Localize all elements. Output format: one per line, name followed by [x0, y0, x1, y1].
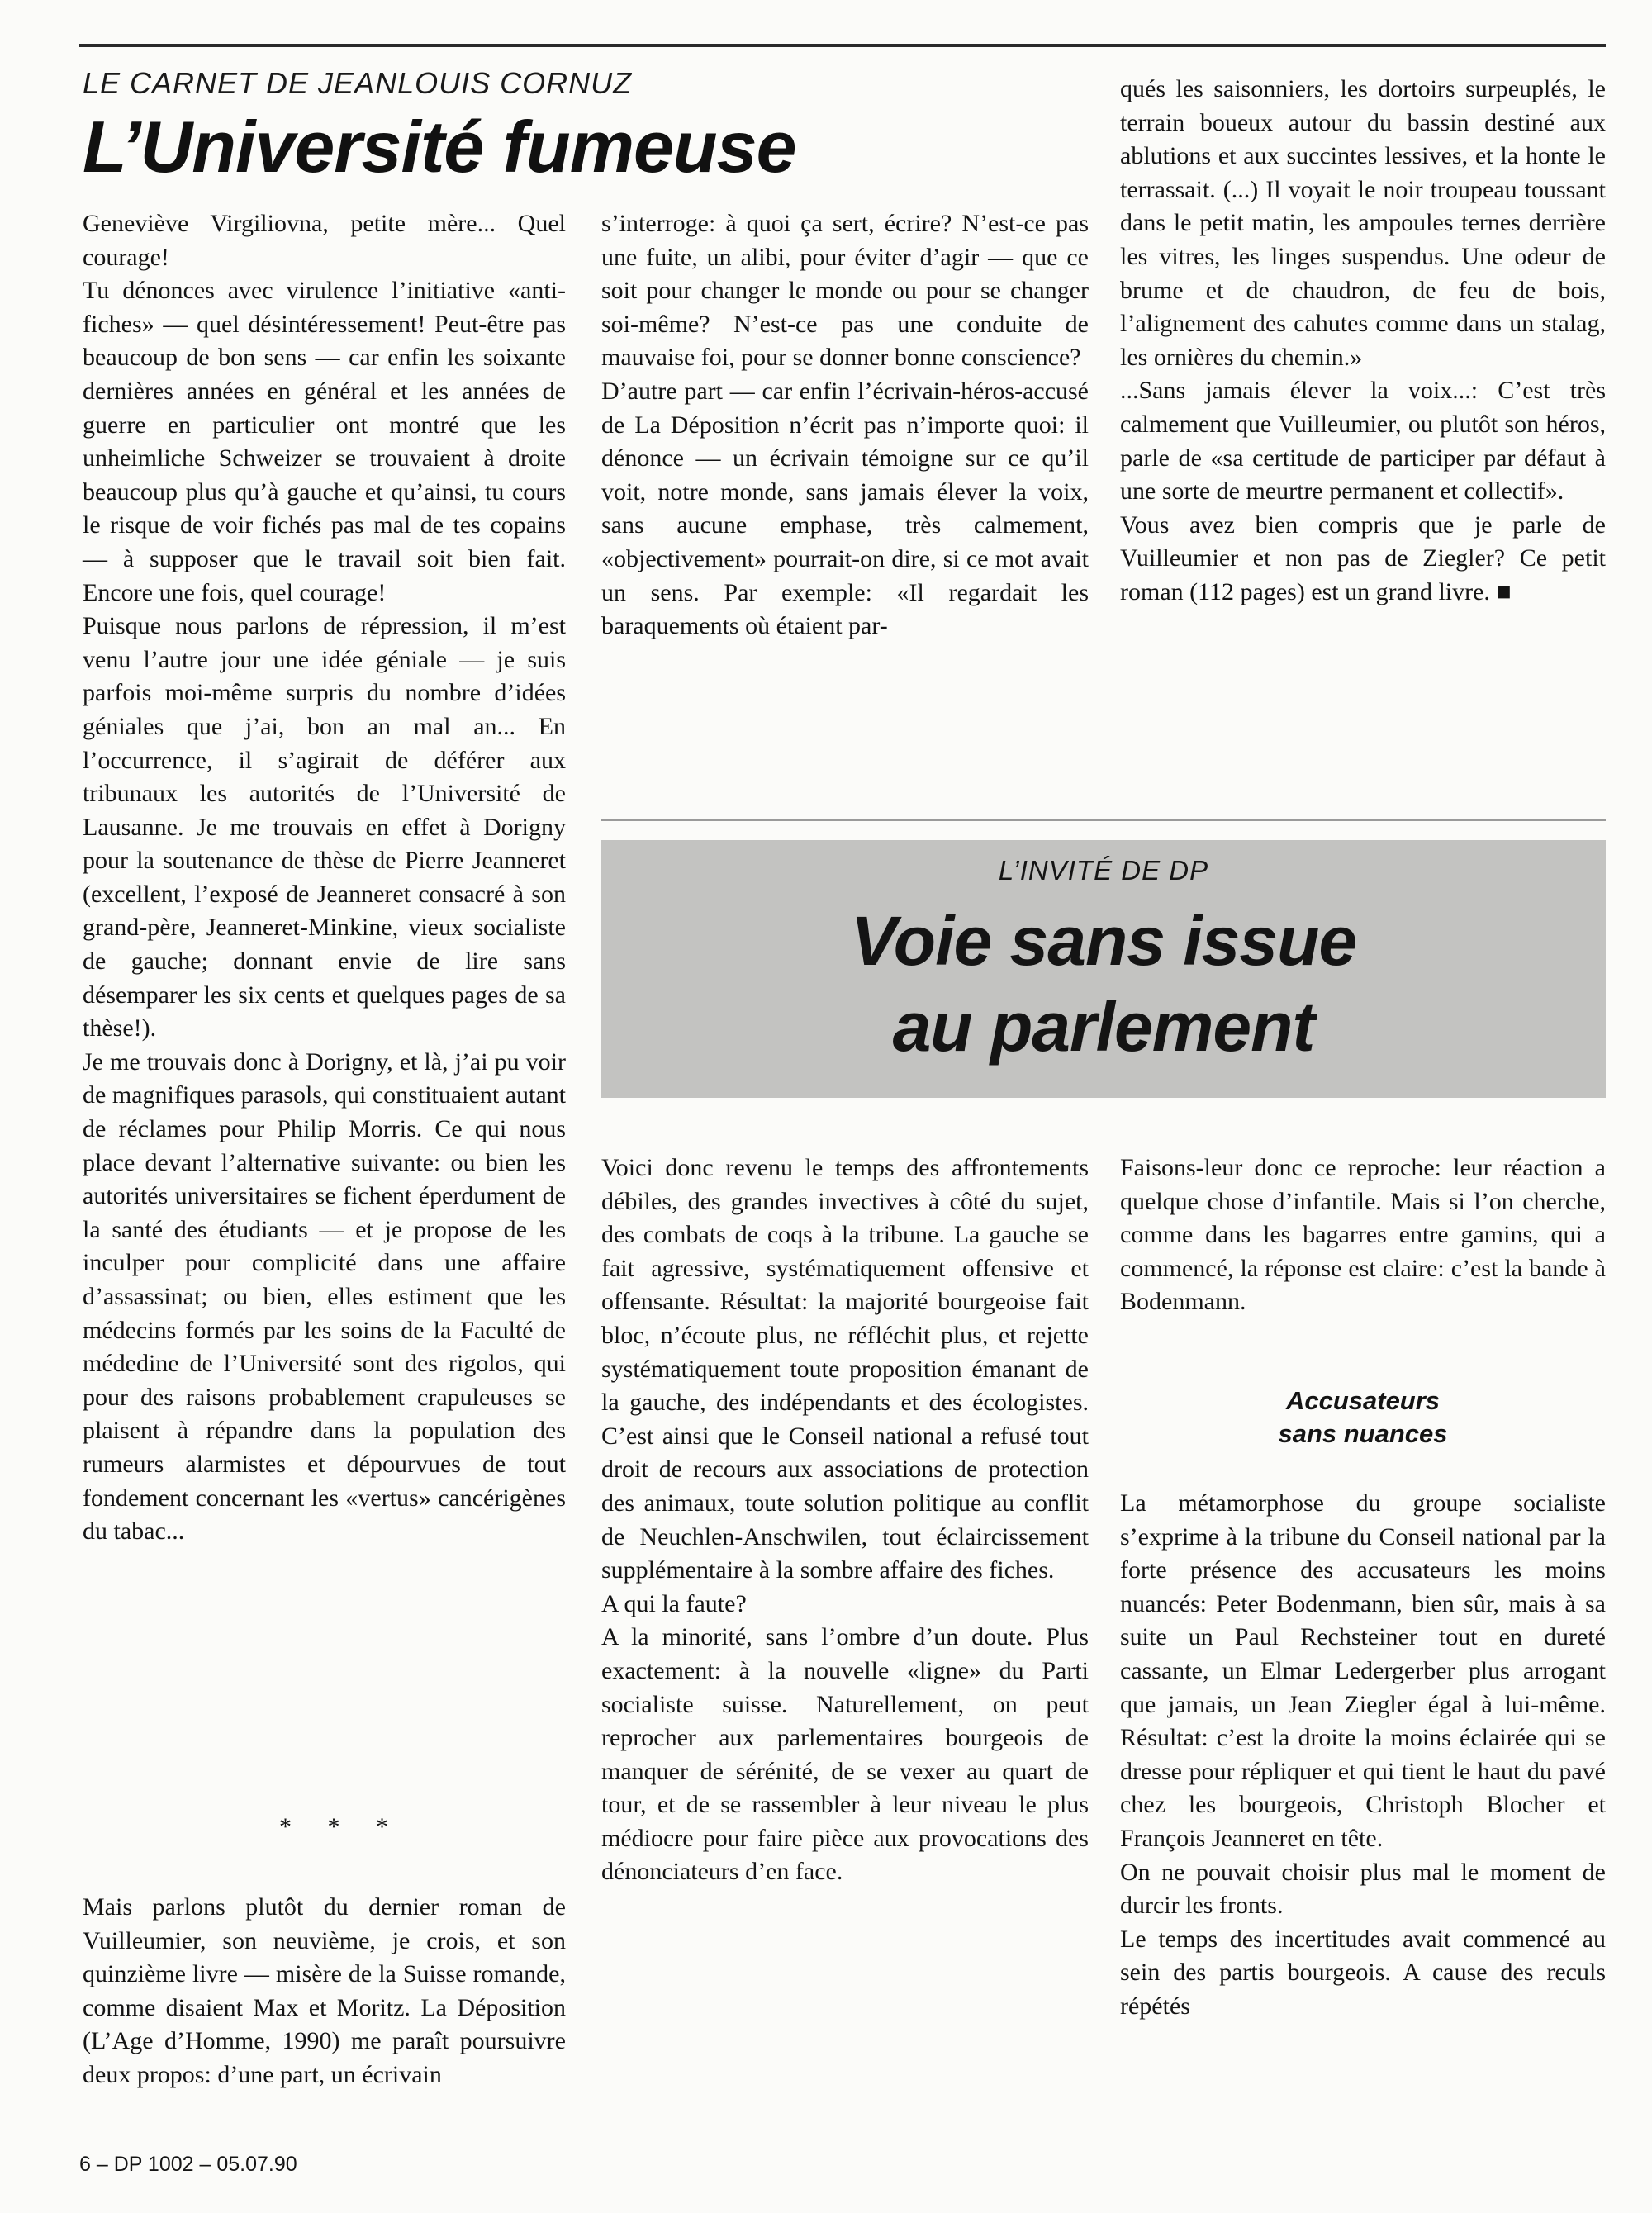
top-rule	[79, 44, 1606, 47]
paragraph: Faisons-leur donc ce reproche: leur réaction a quelque chose d’infantile. Mais si l’on cherche, comme dans les bagarres entre gamins, qui a commencé, la réponse est claire: c’est la bande à Bodenmann.	[1120, 1154, 1606, 1316]
guest-kicker: L’INVITÉ DE DP	[998, 855, 1209, 886]
invite-column-3a	[1120, 1152, 1606, 1319]
paragraph: La métamorphose du groupe socialiste s’exprime à la tribune du Conseil national par la forte présence des accusateurs les moins nuancés: Peter Bodenmann, bien sûr, mais à sa suite un Paul Rechsteiner tout en dureté cassante, un Elmar Ledergerber plus arrogant que jamais, un Jean Ziegler égal à lui-même. Résultat: c’est la droite la moins éclairée qui se dresse pour répliquer et qui tient le haut du pavé chez les bourgeois, Christoph Blocher et François Jeanneret en tête.	[1120, 1489, 1606, 1852]
page-footer: 6 – DP 1002 – 05.07.90	[79, 2153, 297, 2176]
paragraph: qués les saisonniers, les dortoirs surpeuplés, le terrain boueux autour du bassin destiné aux ablutions et aux succintes lessives, et la honte le terrassait. (...) Il voyait le noir troupeau toussant dans le petit matin, les ampoules ternes derrière les vitres, les linges suspendus. Une odeur de brume et de chaudron, de feu de bois, l’alignement des cahutes comme dans un stalag, les ornières du chemin.»	[1120, 75, 1606, 371]
invite-column-2	[601, 1152, 1089, 1889]
paragraph: Voici donc revenu le temps des affrontements débiles, des grandes invectives à côté du sujet, des combats de coqs à la tribune. La gauche se fait agressive, systématiquement offensive et offensante. Résultat: la majorité bourgeoise fait bloc, n’écoute plus, ne réfléchit plus, et rejette systématiquement toute proposition émanant de la gauche, des indépendants et des écologistes. C’est ainsi que le Conseil national a refusé tout droit de recours aux associations de protection des animaux, toute solution politique au conflit de Neuchlen-Anschwilen, tout éclaircissement supplémentaire à la sombre affaire des fiches.	[601, 1154, 1089, 1584]
paragraph: On ne pouvait choisir plus mal le moment de durcir les fronts.	[1120, 1858, 1606, 1920]
subhead-line: Accusateurs	[1285, 1386, 1441, 1415]
section-stars: * * *	[279, 1813, 403, 1840]
paragraph: D’autre part — car enfin l’écrivain-héros-accusé de La Déposition n’écrit pas n’importe quoi: il dénonce — un écrivain témoigne sur ce qu’il voit, notre monde, sans jamais élever la voix, sans aucune emphase, très calmement, «objectivement» pourrait-on dire, si ce mot avait un sens. Par exemple: «Il regardait les baraquements où étaient par-	[601, 377, 1089, 640]
paragraph: Je me trouvais donc à Dorigny, et là, j’ai pu voir de magnifiques parasols, qui constituaient autant de réclames pour Philip Morris. Ce qui nous place devant l’alternative suivante: ou bien les autorités universitaires se fichent éperdument de la santé des étudiants — et je propose de les inculper pour complicité dans une affaire d’assassinat; ou bien, elles estiment que les médecins formés par les soins de la Faculté de médedine de l’Université sont des rigolos, qui pour des raisons probablement crapuleuses se plaisent à répandre dans la population des rumeurs alarmistes et dépourvues de tout fondement concernant les «vertus» cancérigènes du tabac...	[83, 1047, 566, 1546]
paragraph: ...Sans jamais élever la voix...: C’est très calmement que Vuilleumier, ou plutôt son héros, parle de «sa certitude de participer par défaut à une sorte de meurtre permanent et collectif».	[1120, 377, 1606, 506]
guest-title	[601, 898, 1606, 1070]
carnet-kicker: LE CARNET DE JEANLOUIS CORNUZ	[83, 66, 633, 100]
guest-title-line: au parlement	[892, 988, 1315, 1066]
paragraph: Vous avez bien compris que je parle de Vuilleumier et non pas de Ziegler? Ce petit roman (112 pages) est un grand livre. ■	[1120, 511, 1606, 605]
paragraph: s’interroge: à quoi ça sert, écrire? N’est-ce pas une fuite, un alibi, pour éviter d’agir — que ce soit pour changer le monde ou pour se changer soi-même? N’est-ce pas une conduite de mauvaise foi, pour se donner bonne conscience?	[601, 210, 1089, 372]
paragraph: Mais parlons plutôt du dernier roman de Vuilleumier, son neuvième, je crois, et son quinzième livre — misère de la Suisse romande, comme disaient Max et Moritz. La Déposition (L’Age d’Homme, 1990) me paraît poursuivre deux propos: d’une part, un écrivain	[83, 1893, 566, 2088]
paragraph: A qui la faute?	[601, 1589, 747, 1617]
paragraph: Puisque nous parlons de répression, il m’est venu l’autre jour une idée géniale — je suis parfois moi-même surpris du nombre d’idées géniales que j’ai, bon an mal an... En l’occurrence, il s’agirait de déférer aux tribunaux les autorités de l’Université de Lausanne. Je me trouvais en effet à Dorigny pour la soutenance de thèse de Pierre Jeanneret (excellent, l’exposé de Jeanneret consacré à son grand-père, Jeanneret-Minkine, vieux socialiste de gauche; donnant envie de lire sans désemparer les six cents et quelques pages de sa thèse!).	[83, 612, 566, 1042]
carnet-column-3	[1120, 73, 1606, 610]
paragraph: Geneviève Virgiliovna, petite mère... Quel courage!	[83, 210, 566, 271]
carnet-title: L’Université fumeuse	[83, 106, 796, 188]
paragraph: Le temps des incertitudes avait commencé au sein des partis bourgeois. A cause des reculs répétés	[1120, 1925, 1606, 2020]
subhead-line: sans nuances	[1278, 1419, 1448, 1448]
guest-title-line: Voie sans issue	[850, 902, 1357, 980]
invite-subhead	[1120, 1384, 1606, 1451]
carnet-column-2	[601, 207, 1089, 643]
section-separator	[601, 819, 1606, 821]
guest-header-box	[601, 840, 1606, 1098]
carnet-column-1-continued	[83, 1891, 566, 2092]
invite-column-3b	[1120, 1487, 1606, 2024]
carnet-column-1	[83, 207, 566, 1549]
paragraph: Tu dénonces avec virulence l’initiative «anti-fiches» — quel désintéressement! Peut-être pas beaucoup de bon sens — car enfin les soixante dernières années en général et les années de guerre en particulier ont montré que les unheimliche Schweizer se trouvaient à droite beaucoup plus qu’à gauche et qu’ainsi, tu cours le risque de voir fichés pas mal de tes copains — à supposer que le travail soit bien fait. Encore une fois, quel courage!	[83, 277, 566, 606]
paragraph: A la minorité, sans l’ombre d’un doute. Plus exactement: à la nouvelle «ligne» du Parti socialiste suisse. Naturellement, on peut reprocher aux parlementaires bourgeois de manquer de sérénité, de se vexer au quart de tour, et de se rassembler à leur niveau le plus médiocre pour faire pièce aux provocations des dénonciateurs d’en face.	[601, 1623, 1089, 1886]
